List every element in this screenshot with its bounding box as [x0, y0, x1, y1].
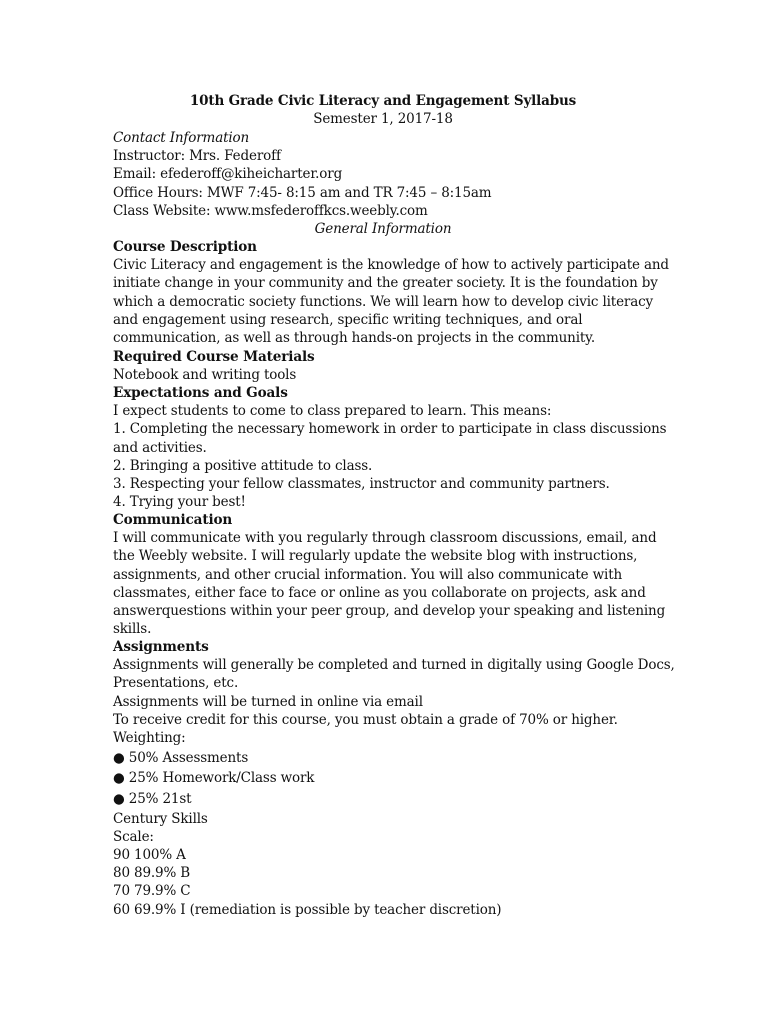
list-item: 4. Trying your best! [113, 494, 246, 511]
semester-line: Semester 1, 2017-18 [313, 111, 453, 128]
communication-heading: Communication [113, 512, 233, 528]
paragraph-line: Civic Literacy and engagement is the knowledge of how to actively participate and [113, 257, 669, 274]
paragraph-line: To receive credit for this course, you must obtain a grade of 70% or higher. [113, 711, 618, 728]
paragraph-line: communication, as well as through hands-on projects in the community. [113, 329, 595, 346]
website-line: Class Website: www.msfederoffkcs.weebly.com [113, 202, 428, 219]
scale-label: Scale: [113, 828, 154, 845]
paragraph-line: Century Skills [113, 810, 208, 827]
paragraph-line: Assignments will generally be completed and turned in digitally using Google Docs, [113, 657, 675, 674]
expectations-heading: Expectations and Goals [113, 385, 288, 401]
scale-item: 70 79.9% C [113, 883, 191, 900]
office-hours-line: Office Hours: MWF 7:45- 8:15 am and TR 7:45 – 8:15am [113, 184, 492, 201]
assignments-section [113, 638, 675, 919]
paragraph-line: and engagement using research, specific writing techniques, and oral [113, 311, 583, 328]
paragraph-line: Presentations, etc. [113, 675, 239, 692]
instructor-line: Instructor: Mrs. Federoff [113, 148, 281, 165]
weighting-label: Weighting: [113, 729, 186, 746]
expectations-section [113, 384, 667, 511]
paragraph-line: classmates, either face to face or online as you collaborate on projects, ask and [113, 584, 646, 601]
weighting-item: ● 50% Assessments [113, 750, 249, 767]
list-item: 3. Respecting your fellow classmates, instructor and community partners. [113, 475, 610, 492]
materials-text: Notebook and writing tools [113, 367, 297, 384]
course-description-heading: Course Description [113, 239, 257, 255]
paragraph-line: skills. [113, 621, 152, 638]
communication-section [113, 511, 666, 638]
materials-section [113, 348, 653, 384]
general-info-heading: General Information [314, 220, 452, 237]
list-item: 2. Bringing a positive attitude to class. [113, 457, 373, 474]
paragraph-line: initiate change in your community and the greater society. It is the foundation by [113, 275, 658, 292]
weighting-item: ● 25% Homework/Class work [113, 770, 315, 787]
paragraph-line: I will communicate with you regularly through classroom discussions, email, and [113, 530, 657, 547]
email-line: Email: efederoff@kiheicharter.org [113, 166, 343, 183]
paragraph-line: I expect students to come to class prepared to learn. This means: [113, 403, 552, 420]
materials-heading: Required Course Materials [113, 349, 315, 365]
document-header [113, 92, 653, 128]
assignments-heading: Assignments [113, 639, 209, 655]
paragraph-line: the Weebly website. I will regularly update the website blog with instructions, [113, 548, 638, 565]
paragraph-line: Assignments will be turned in online via email [113, 693, 423, 710]
scale-item: 60 69.9% I (remediation is possible by teacher discretion) [113, 901, 502, 918]
contact-section [113, 129, 653, 238]
document-title: 10th Grade Civic Literacy and Engagement Syllabus [189, 93, 577, 109]
scale-item: 80 89.9% B [113, 865, 191, 882]
paragraph-line: which a democratic society functions. We will learn how to develop civic literacy [113, 293, 654, 310]
list-item: and activities. [113, 439, 207, 456]
contact-heading: Contact Information [113, 130, 250, 146]
list-item: 1. Completing the necessary homework in order to participate in class discussions [113, 421, 667, 438]
course-description-section [113, 238, 669, 347]
paragraph-line: assignments, and other crucial information. You will also communicate with [113, 566, 623, 583]
scale-item: 90 100% A [113, 847, 186, 864]
paragraph-line: answerquestions within your peer group, and develop your speaking and listening [113, 602, 666, 619]
weighting-item: ● 25% 21st [113, 790, 192, 807]
